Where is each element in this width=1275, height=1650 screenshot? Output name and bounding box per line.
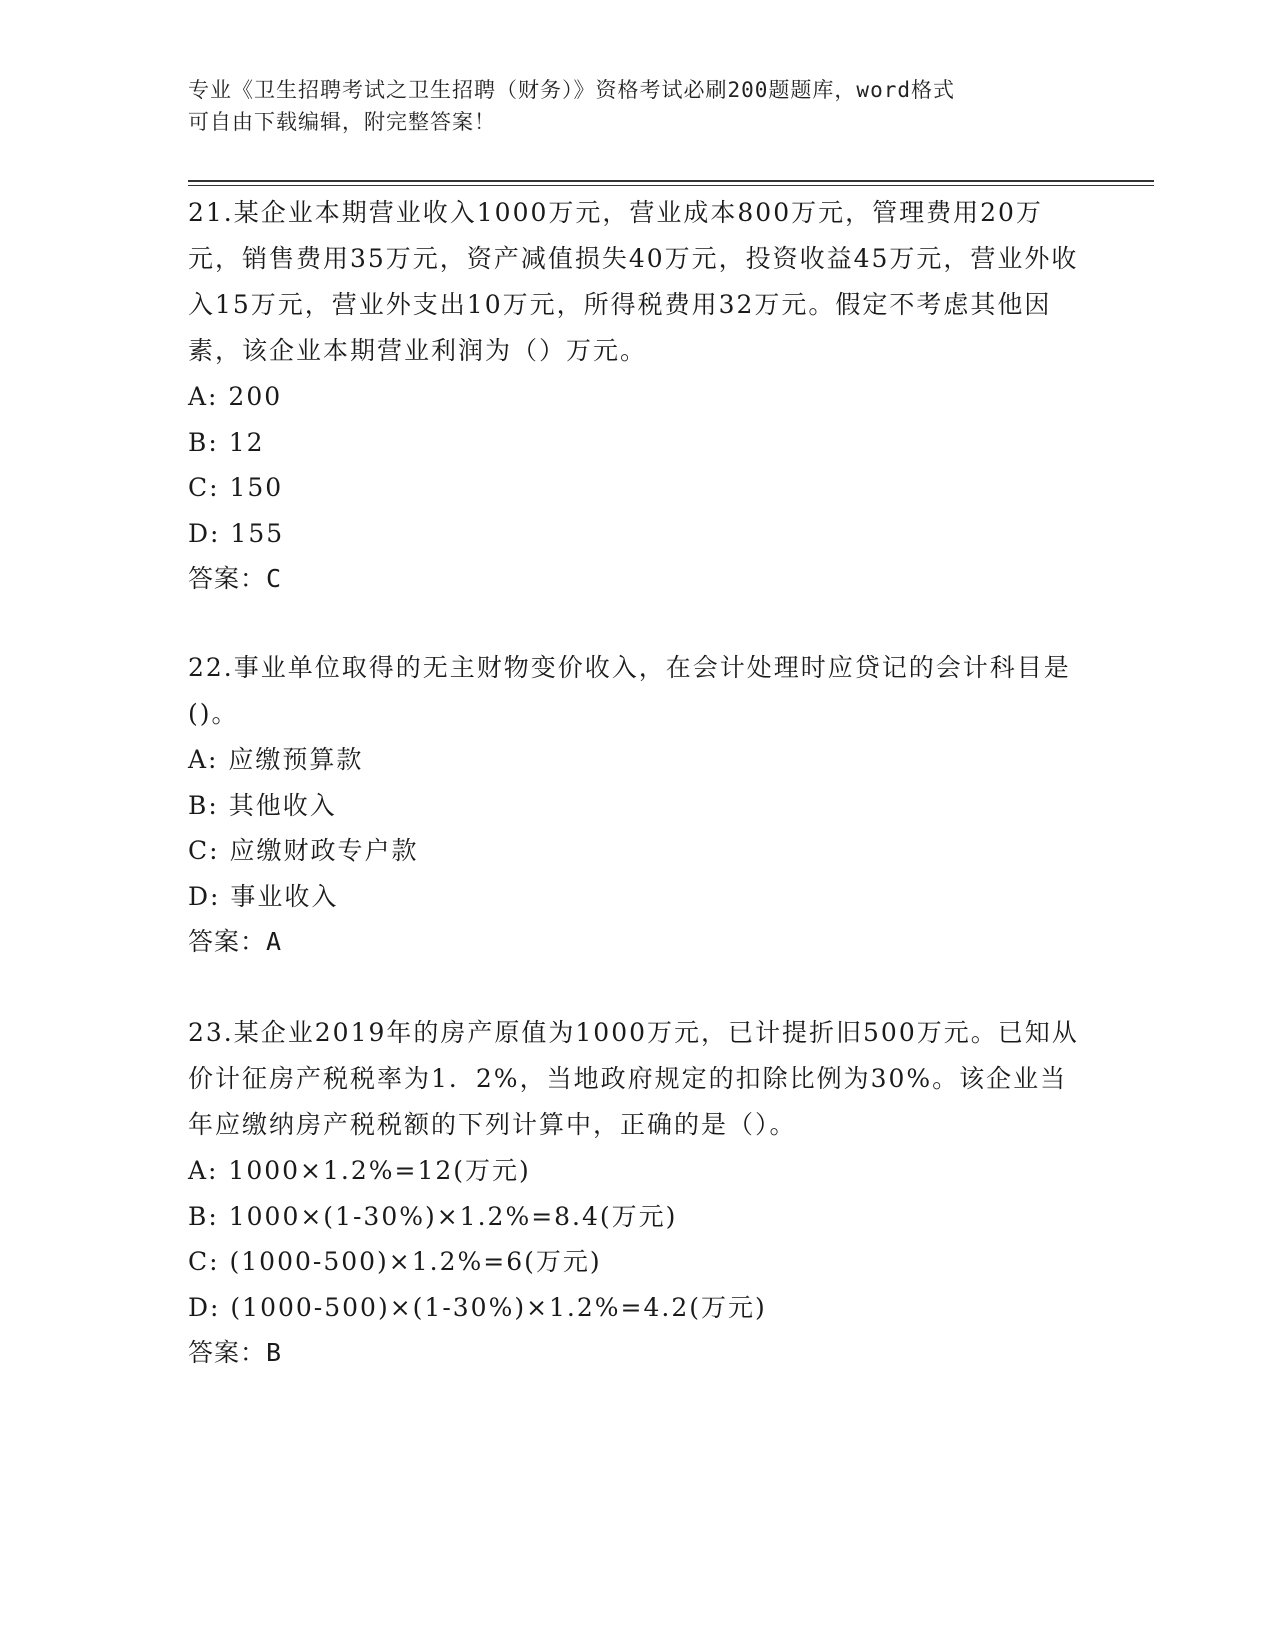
header-line-1: 专业《卫生招聘考试之卫生招聘（财务）》资格考试必刷200题题库，word格式 (188, 78, 955, 102)
option-a: A: 应缴预算款 (188, 745, 364, 774)
option-d: D: (1000-500)×(1-30%)×1.2%=4.2(万元) (188, 1292, 767, 1322)
option-b: B: 其他收入 (188, 790, 337, 820)
question-21 (188, 190, 1088, 602)
option-a: A: 1000×1.2%=12(万元) (188, 1156, 531, 1185)
header-divider-thick (188, 180, 1154, 182)
question-stem: 21.某企业本期营业收入1000万元，营业成本800万元，管理费用20万元，销售费用35万元，资产减值损失40万元，投资收益45万元，营业外收入15万元，营业外支出10万元，所得税费用32万元。假定不考虑其他因素，该企业本期营业利润为（）万元。 (188, 198, 1079, 365)
question-stem: 22.事业单位取得的无主财物变价收入，在会计处理时应贷记的会计科目是()。 (188, 653, 1071, 728)
option-d: D: 155 (188, 518, 285, 548)
header-line-2: 可自由下载编辑，附完整答案！ (188, 110, 496, 134)
option-c: C: 150 (188, 473, 284, 502)
question-stem: 23.某企业2019年的房产原值为1000万元，已计提折旧500万元。已知从价计征房产税税率为1．2%，当地政府规定的扣除比例为30%。该企业当年应缴纳房产税税额的下列计算中，正确的是（）。 (188, 1018, 1079, 1139)
option-a: A: 200 (188, 382, 283, 411)
header-divider-thin (188, 185, 1154, 186)
answer: 答案：B (188, 1338, 283, 1367)
option-b: B: 1000×(1-30%)×1.2%=8.4(万元) (188, 1201, 678, 1231)
answer: 答案：A (188, 927, 283, 956)
question-22 (188, 645, 1088, 965)
question-23 (188, 1010, 1088, 1376)
option-c: C: (1000-500)×1.2%=6(万元) (188, 1247, 602, 1276)
answer: 答案：C (188, 564, 283, 593)
option-b: B: 12 (188, 427, 265, 457)
option-d: D: 事业收入 (188, 881, 339, 911)
document-header (188, 74, 1088, 138)
option-c: C: 应缴财政专户款 (188, 836, 419, 865)
